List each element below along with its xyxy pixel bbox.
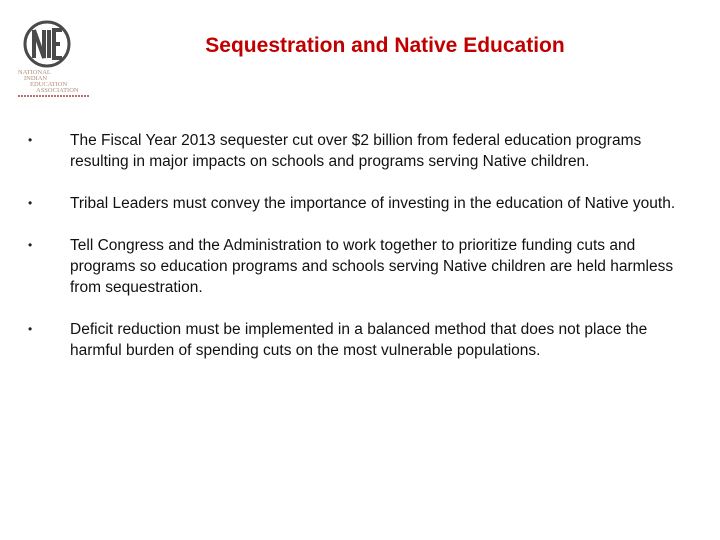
logo-letter-n	[34, 30, 44, 58]
niea-logo	[14, 18, 96, 100]
logo-line-1: NATIONAL	[18, 69, 51, 76]
bullet-marker: •	[28, 238, 33, 252]
bullet-item	[25, 235, 685, 298]
bullet-list	[25, 130, 685, 361]
slide-title: Sequestration and Native Education	[205, 34, 565, 57]
bullet-text: Tell Congress and the Administration to work together to prioritize funding cuts and programs so education programs and schools serving Native children are held harmless from sequestration.	[70, 237, 674, 296]
logo-letter-e	[54, 30, 62, 58]
niea-logo-graphic	[14, 18, 96, 100]
logo-line-3: EDUCATION	[30, 81, 68, 88]
bullet-marker: •	[28, 196, 33, 210]
bullet-marker: •	[28, 133, 33, 147]
bullet-marker: •	[28, 322, 33, 336]
bullet-text: Deficit reduction must be implemented in a balanced method that does not place the harmful burden of spending cuts on the most vulnerable populations.	[70, 321, 648, 359]
bullet-item	[25, 319, 685, 361]
logo-line-2: INDIAN	[24, 75, 48, 82]
bullet-text: Tribal Leaders must convey the importance of investing in the education of Native youth.	[70, 195, 676, 212]
logo-line-4: ASSOCIATION	[36, 87, 79, 94]
bullet-text: The Fiscal Year 2013 sequester cut over $2 billion from federal education programs resulting in major impacts on schools and programs serving Native children.	[70, 132, 642, 170]
bullet-item	[25, 193, 685, 214]
bullet-item	[25, 130, 685, 172]
